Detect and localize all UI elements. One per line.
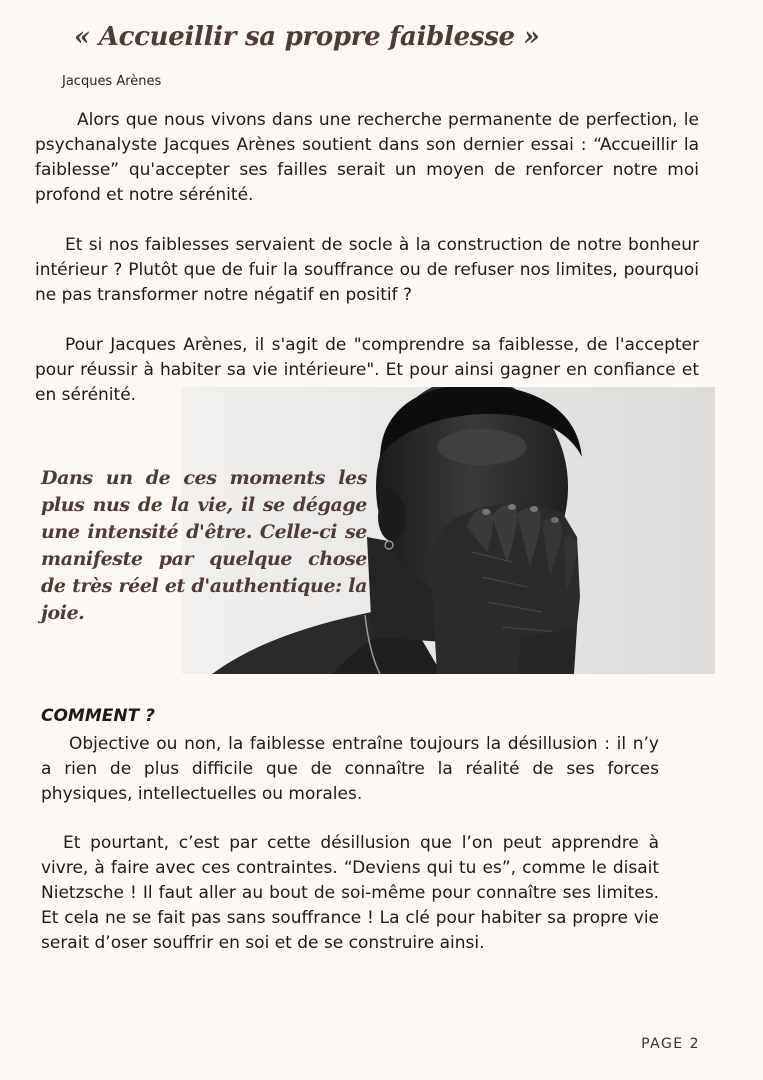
article-title: « Accueillir sa propre faiblesse »	[74, 22, 540, 52]
paragraph-question: Et si nos faiblesses servaient de socle à la construction de notre bonheur intérieur ? Plutôt que de fuir la souffrance ou de refuser nos limites, pourquoi ne pas transformer notre négatif en positif ?	[35, 235, 699, 305]
pull-quote: Dans un de ces moments les plus nus de la vie, il se dégage une intensité d'être. Celle-ci se manifeste par quelque chose de très réel et d'authentique: la joie.	[41, 467, 367, 624]
paragraph-quote-author: Pour Jacques Arènes, il s'agit de "comprendre sa faiblesse, de l'accepter pour réussir à habiter sa vie intérieure". Et pour ainsi gagner en confiance et en sérénité.	[35, 335, 699, 405]
paragraph-intro: Alors que nous vivons dans une recherche permanente de perfection, le psychanalyste Jacques Arènes soutient dans son dernier essai : “Accueillir la faiblesse” qu'accepter ses failles serait un moyen de renforcer notre moi profond et notre sérénité.	[35, 110, 699, 205]
section-heading: COMMENT ?	[41, 706, 155, 726]
page-number: PAGE 2	[641, 1036, 700, 1052]
paragraph-comment-1: Objective ou non, la faiblesse entraîne toujours la désillusion : il n’y a rien de plus difficile que de connaître la réalité de ses forces physiques, intellectuelles ou morales.	[41, 734, 659, 804]
paragraph-comment-2: Et pourtant, c’est par cette désillusion que l’on peut apprendre à vivre, à faire avec ces contraintes. “Deviens qui tu es”, comme le disait Nietzsche ! Il faut aller au bout de soi-même pour connaître ses limites. Et cela ne se fait pas sans souffrance ! La clé pour habiter sa propre vie serait d’oser souffrir en soi et de se construire ainsi.	[41, 833, 659, 953]
article-author: Jacques Arènes	[62, 74, 162, 89]
